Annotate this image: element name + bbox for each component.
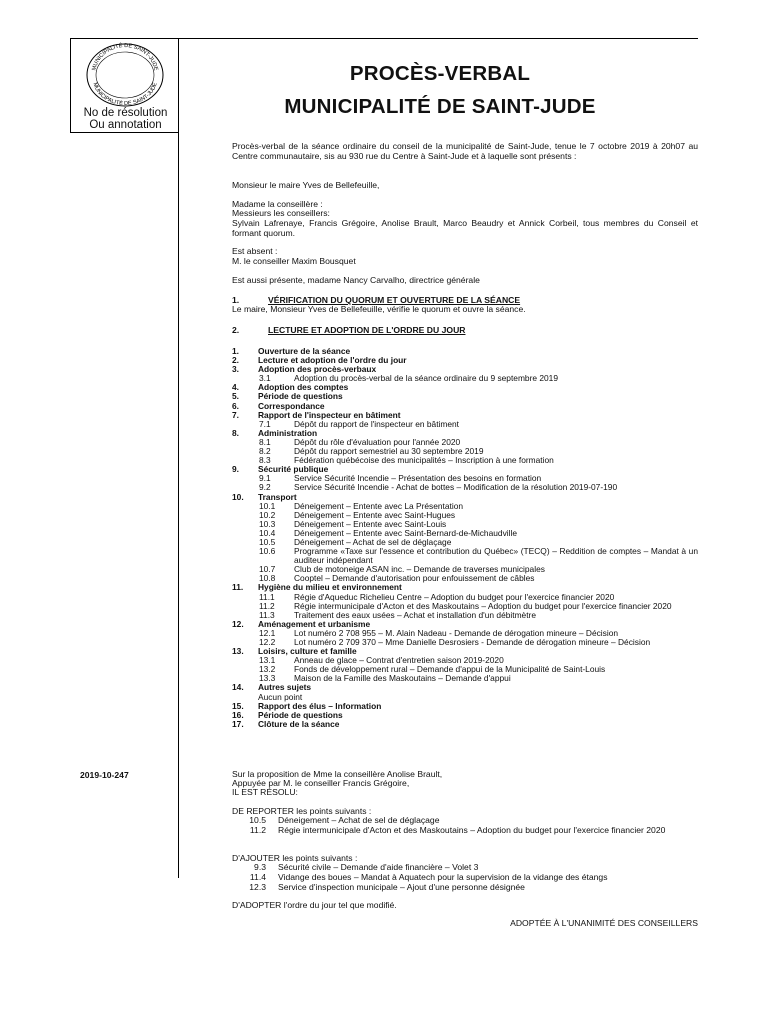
agenda-item-label: Clôture de la séance: [258, 718, 340, 729]
municipal-seal: [85, 41, 165, 107]
agenda-item-label: Adoption des procès-verbaux: [258, 364, 377, 375]
resolution-item-label: Service d'inspection municipale – Ajout d'une personne désignée: [278, 881, 525, 892]
seal-bottom-text: MUNICIPALITÉ DE SAINT-JUDE: [91, 82, 159, 107]
agenda-subitem-label: Lot numéro 2 708 955 – M. Alain Nadeau - Demande de dérogation mineure – Décision: [294, 627, 619, 638]
agenda-item-label: Administration: [258, 427, 318, 438]
agenda-subitem-label: Déneigement – Achat de sel de déglaçage: [294, 536, 452, 547]
agenda-item-label: Adoption des comptes: [258, 382, 349, 393]
agenda-subitem-label: Fédération québécoise des municipalités – Inscription à une formation: [294, 455, 554, 466]
report-list: [240, 816, 700, 836]
resolution-label-line1: No de résolution: [83, 107, 168, 119]
seconded-by: Appuyée par M. le conseiller Francis Grégoire,: [232, 778, 410, 788]
agenda-subitem-number: 8.3: [259, 455, 271, 466]
agenda-item: [232, 720, 702, 729]
adopt-line: D'ADOPTER l'ordre du jour tel que modifié.: [232, 900, 397, 910]
agenda-subitem-label: Cooptel – Demande d'autorisation pour enfouissement de câbles: [294, 573, 535, 584]
agenda-subitem-number: 10.4: [259, 527, 276, 538]
agenda-subitem-number: 8.1: [259, 436, 271, 447]
agenda-subitem-label: Anneau de glace – Contrat d'entretien saison 2019-2020: [294, 655, 504, 666]
agenda-subitem-number: 11.3: [259, 609, 275, 620]
councillor-female-label: Madame la conseillère :: [232, 199, 323, 209]
resolution-item-number: 10.5: [249, 815, 266, 825]
agenda-item-label: Correspondance: [258, 400, 325, 411]
agenda-subitem-label: Dépôt du rapport semestriel au 30 septembre 2019: [294, 446, 484, 457]
agenda-item-number: 8.: [232, 427, 239, 438]
section-number: 2.: [232, 325, 240, 335]
agenda-subitem-label: Dépôt du rapport de l'inspecteur en bâtiment: [294, 418, 460, 429]
agenda-subitem-number: 13.1: [259, 655, 276, 666]
agenda-item-label: Rapport de l'inspecteur en bâtiment: [258, 409, 401, 420]
section-number: 1.: [232, 295, 240, 305]
agenda-subitem-number: 13.2: [259, 664, 276, 675]
agenda-subitem-label: Régie intermunicipale d'Acton et des Maskoutains – Adoption du budget pour l'exercice financier 2020: [294, 600, 672, 611]
agenda-subitem-number: 13.3: [259, 673, 276, 684]
agenda-item-label: Lecture et adoption de l'ordre du jour: [258, 355, 407, 366]
resolution-list-item: [240, 826, 700, 836]
councillors-label: Messieurs les conseillers:: [232, 208, 330, 218]
agenda-subitem-number: 3.1: [259, 373, 271, 384]
agenda-subitem: [232, 547, 702, 565]
resolution-item-label: Déneigement – Achat de sel de déglaçage: [278, 815, 440, 825]
agenda-subitem-number: 10.5: [259, 536, 276, 547]
resolution-item-number: 12.3: [249, 881, 266, 892]
seal-top-text: MUNICIPALITÉ DE SAINT-JUDE: [91, 42, 159, 72]
agenda-subitem-number: 10.6: [259, 546, 276, 557]
also-present-line: Est aussi présente, madame Nancy Carvalho, directrice générale: [232, 275, 480, 285]
agenda-item-label: Sécurité publique: [258, 464, 329, 475]
agenda-subitem-number: 10.8: [259, 573, 276, 584]
agenda-item-label: Aménagement et urbanisme: [258, 618, 371, 629]
agenda-subitem-label: Service Sécurité Incendie - Achat de bottes – Modification de la résolution 2019-07-190: [294, 482, 618, 493]
agenda-subitem-label: Service Sécurité Incendie – Présentation des besoins en formation: [294, 473, 542, 484]
agenda-subitem-label: Lot numéro 2 709 370 – Mme Danielle Desrosiers - Demande de dérogation mineure – Décision: [294, 637, 651, 647]
agenda-item-label: Hygiène du milieu et environnement: [258, 582, 402, 593]
agenda-subitem-label: Déneigement – Entente avec La Présentation: [294, 500, 464, 511]
agenda-item-number: 7.: [232, 409, 239, 420]
agenda-item-number: 9.: [232, 464, 239, 475]
absent-name: M. le conseiller Maxim Bousquet: [232, 256, 356, 266]
agenda-subitem-label: Déneigement – Entente avec Saint-Louis: [294, 518, 447, 529]
mayor-line: Monsieur le maire Yves de Bellefeuille,: [232, 180, 380, 190]
agenda-subitem-number: 10.2: [259, 509, 276, 520]
agenda-subitem-label: Programme «Taxe sur l'essence et contribution du Québec» (TECQ) – Reddition de comptes – Mandat à un auditeur indépendant: [294, 546, 698, 566]
agenda-item-number: 10.: [232, 491, 244, 502]
adopted-unanimously: ADOPTÉE À L'UNANIMITÉ DES CONSEILLERS: [510, 918, 698, 928]
agenda-item-number: 3.: [232, 364, 239, 375]
agenda-item: [232, 683, 702, 692]
svg-text:MUNICIPALITÉ DE SAINT-JUDE: [91, 42, 158, 71]
agenda-item-label: Transport: [258, 491, 297, 502]
agenda-subitem-number: 10.7: [259, 564, 276, 575]
agenda-list: [232, 347, 702, 729]
agenda-item-label: Autres sujets: [258, 682, 312, 693]
agenda-subitem: [232, 483, 702, 492]
agenda-subitem-number: 9.1: [259, 473, 271, 484]
agenda-subitem-number: 7.1: [259, 418, 271, 429]
councillors-list: Sylvain Lafrenaye, Francis Grégoire, Anolise Brault, Marco Beaudry et Annick Corbeil, tous membres du Conseil et formant quorum.: [232, 218, 698, 238]
absent-label: Est absent :: [232, 246, 278, 256]
add-list: [240, 863, 700, 892]
proposed-by: Sur la proposition de Mme la conseillère Anolise Brault,: [232, 769, 443, 779]
resolved-line: IL EST RÉSOLU:: [232, 787, 298, 797]
agenda-item-number: 11.: [232, 582, 244, 593]
svg-text:MUNICIPALITÉ DE SAINT-JUDE: [91, 82, 158, 107]
agenda-item-label: Période de questions: [258, 709, 343, 720]
agenda-subitem-label: Déneigement – Entente avec Saint-Hugues: [294, 509, 456, 520]
resolution-list-item: [240, 883, 700, 893]
agenda-subitem-label: Adoption du procès-verbal de la séance ordinaire du 9 septembre 2019: [294, 373, 558, 384]
agenda-subitem-label: Traitement des eaux usées – Achat et installation d'un débitmètre: [294, 609, 536, 620]
agenda-subitem-label: Dépôt du rôle d'évaluation pour l'année 2020: [294, 436, 461, 447]
document-title: PROCÈS-VERBAL: [349, 62, 531, 85]
agenda-subitem-number: 11.2: [259, 600, 275, 611]
resolution-item-label: Sécurité civile – Demande d'aide financière – Volet 3: [278, 862, 479, 872]
agenda-item-number: 13.: [232, 646, 244, 657]
agenda-item-number: 16.: [232, 709, 244, 720]
margin-divider: [178, 38, 179, 878]
agenda-item-number: 6.: [232, 400, 239, 411]
section-2-heading: [232, 325, 465, 335]
agenda-subitem-label: Régie d'Aqueduc Richelieu Centre – Adoption du budget pour l'exercice financier 2020: [294, 591, 615, 602]
intro-paragraph: Procès-verbal de la séance ordinaire du conseil de la municipalité de Saint-Jude, tenue le 7 octobre 2019 à 20h07 au Centre communautaire, sis au 930 rue du Centre à Saint-Jude et à laquelle sont présents :: [232, 141, 698, 161]
agenda-subitem-label: Déneigement – Entente avec Saint-Bernard-de-Michaudville: [294, 527, 517, 538]
agenda-item-label: Loisirs, culture et famille: [258, 646, 357, 657]
agenda-subitem-label: Fonds de développement rural – Demande d'appui de la Municipalité de Saint-Louis: [294, 664, 606, 675]
section-label: VÉRIFICATION DU QUORUM ET OUVERTURE DE LA SÉANCE: [268, 295, 521, 305]
resolution-item-number: 11.4: [249, 871, 266, 882]
agenda-subitem-number: 12.1: [259, 627, 276, 638]
agenda-item-number: 2.: [232, 355, 239, 366]
agenda-subitem-number: 11.1: [259, 591, 275, 602]
agenda-item-label: Période de questions: [258, 391, 343, 402]
resolution-item-label: Vidange des boues – Mandat à Aquatech pour la supervision de la vidange des étangs: [278, 871, 608, 882]
agenda-subitem-label: Maison de la Famille des Maskoutains – Demande d'appui: [294, 673, 511, 684]
agenda-item-label: Ouverture de la séance: [258, 346, 351, 356]
resolution-item-number: 11.2: [249, 824, 266, 835]
agenda-item-number: 12.: [232, 618, 244, 629]
section-1-text: Le maire, Monsieur Yves de Bellefeuille, vérifie le quorum et ouvre la séance.: [232, 304, 526, 314]
agenda-item-number: 4.: [232, 382, 239, 393]
resolution-item-number: 9.3: [254, 862, 266, 872]
agenda-subitem-number: 10.3: [259, 518, 276, 529]
agenda-subitem-number: 8.2: [259, 446, 271, 457]
section-label: LECTURE ET ADOPTION DE L'ORDRE DU JOUR: [268, 325, 466, 335]
agenda-item-note: Aucun point: [258, 691, 303, 702]
agenda-subitem-label: Club de motoneige ASAN inc. – Demande de traverses municipales: [294, 564, 545, 575]
agenda-item-number: 14.: [232, 682, 244, 693]
agenda-item-number: 15.: [232, 700, 244, 711]
resolution-item-label: Régie intermunicipale d'Acton et des Maskoutains – Adoption du budget pour l'exercice financier 2020: [278, 824, 666, 835]
agenda-item-number: 17.: [232, 718, 244, 729]
resolution-number: 2019-10-247: [80, 770, 129, 780]
municipality-title: MUNICIPALITÉ DE SAINT-JUDE: [284, 95, 596, 118]
add-heading: D'AJOUTER les points suivants :: [232, 853, 358, 863]
agenda-subitem-number: 9.2: [259, 482, 271, 493]
agenda-item-label: Rapport des élus – Information: [258, 700, 382, 711]
resolution-box: [70, 38, 179, 133]
report-heading: DE REPORTER les points suivants :: [232, 806, 372, 816]
header-rule: [178, 38, 698, 39]
agenda-subitem-number: 10.1: [259, 500, 276, 511]
agenda-item-number: 5.: [232, 391, 239, 402]
agenda-item-number: 1.: [232, 346, 239, 356]
resolution-label-line2: Ou annotation: [89, 119, 162, 131]
agenda-subitem-number: 12.2: [259, 637, 276, 647]
